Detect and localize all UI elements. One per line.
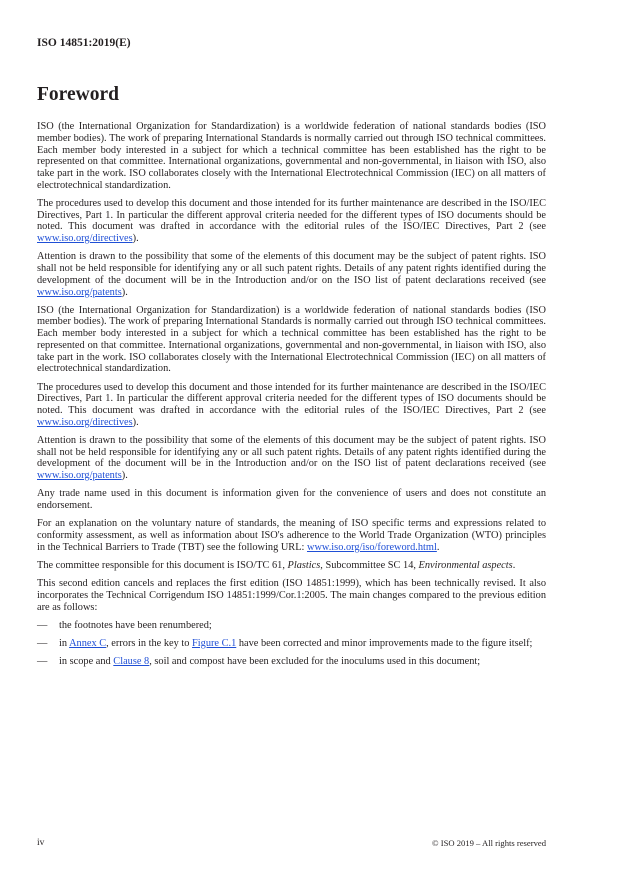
clause-8-link[interactable]: Clause 8 (113, 655, 150, 667)
page-number: iv (37, 838, 45, 848)
patents-link[interactable]: www.iso.org/patents (37, 286, 122, 298)
changes-list (37, 620, 546, 668)
list-item: — in Annex C, errors in the key to Figure C.1 have been corrected and minor improvements made to the figure itself; (37, 637, 533, 649)
directives-link[interactable]: www.iso.org/directives (37, 233, 133, 245)
paragraph-procedures-repeat: The procedures used to develop this document and those intended for its further maintenance are described in the ISO/IEC Directives, Part 1. In particular the different approval criteria needed for the different types of ISO documents should be noted. This document was drafted in accordance with the editorial rules of the ISO/IEC Directives, Part 2 (see www.iso.org/directives). (37, 381, 546, 428)
section-title: Foreword (37, 84, 119, 105)
document-identifier: ISO 14851:2019(E) (37, 37, 131, 49)
annex-c-link[interactable]: Annex C (69, 637, 107, 649)
paragraph-edition: This second edition cancels and replaces the first edition (ISO 14851:1999), which has been technically revised. It also incorporates the Technical Corrigendum ISO 14851:1999/Cor.1:2005. The main changes compared to the previous edition are as follows: (37, 578, 546, 613)
paragraph-voluntary-nature: For an explanation on the voluntary nature of standards, the meaning of ISO specific terms and expressions related to conformity assessment, as well as information about ISO's adherence to the World Trade Organization (WTO) principles in the Technical Barriers to Trade (TBT) see the following URL: www.iso.org/iso/foreword.html. (37, 518, 546, 553)
dash-bullet-icon: — (37, 619, 48, 631)
paragraph-patents-repeat: Attention is drawn to the possibility that some of the elements of this document may be the subject of patent rights. ISO shall not be held responsible for identifying any or all such patent rights. Details of any patent rights identified during the development of the document will be in the Introduction and/or on the ISO list of patent declarations received (see www.iso.org/patents). (37, 434, 546, 482)
directives-link-2[interactable]: www.iso.org/directives (37, 416, 133, 428)
foreword-info-link[interactable]: www.iso.org/iso/foreword.html (306, 541, 437, 553)
patents-link-2[interactable]: www.iso.org/patents (37, 470, 122, 482)
paragraph-trade-name: Any trade name used in this document is information given for the convenience of users and does not constitute an endorsement. (37, 488, 546, 512)
dash-bullet-icon: — (37, 655, 48, 667)
paragraph-iso-intro-repeat: ISO (the International Organization for Standardization) is a worldwide federation of national standards bodies (ISO member bodies). The work of preparing International Standards is normally carried out through ISO technical committees. Each member body interested in a subject for which a technical committee has been established has the right to be represented on that committee. International organizations, governmental and non-governmental, in liaison with ISO, also take part in the work. ISO collaborates closely with the International Electrotechnical Commission (IEC) on all matters of electrotechnical standardization. (37, 304, 546, 375)
foreword-body (37, 121, 546, 674)
list-item: — in scope and Clause 8, soil and compost have been excluded for the inoculums used in this document; (37, 655, 481, 667)
copyright-notice: © ISO 2019 – All rights reserved (432, 838, 546, 848)
dash-bullet-icon: — (37, 637, 48, 649)
paragraph-iso-intro: ISO (the International Organization for Standardization) is a worldwide federation of national standards bodies (ISO member bodies). The work of preparing International Standards is normally carried out through ISO technical committees. Each member body interested in a subject for which a technical committee has been established has the right to be represented on that committee. International organizations, governmental and non-governmental, in liaison with ISO, also take part in the work. ISO collaborates closely with the International Electrotechnical Commission (IEC) on all matters of electrotechnical standardization. (37, 121, 546, 191)
paragraph-committee: The committee responsible for this document is ISO/TC 61, Plastics, Subcommittee SC 14, Environmental aspects. (37, 559, 516, 571)
figure-c1-link[interactable]: Figure C.1 (192, 637, 237, 649)
paragraph-procedures: The procedures used to develop this document and those intended for its further maintenance are described in the ISO/IEC Directives, Part 1. In particular the different approval criteria needed for the different types of ISO documents should be noted. This document was drafted in accordance with the editorial rules of the ISO/IEC Directives, Part 2 (see www.iso.org/directives). (37, 197, 546, 245)
paragraph-patents: Attention is drawn to the possibility that some of the elements of this document may be the subject of patent rights. ISO shall not be held responsible for identifying any or all such patent rights. Details of any patent rights identified during the development of the document will be in the Introduction and/or on the ISO list of patent declarations received (see www.iso.org/patents). (37, 251, 546, 298)
list-item: — the footnotes have been renumbered; (37, 619, 212, 631)
